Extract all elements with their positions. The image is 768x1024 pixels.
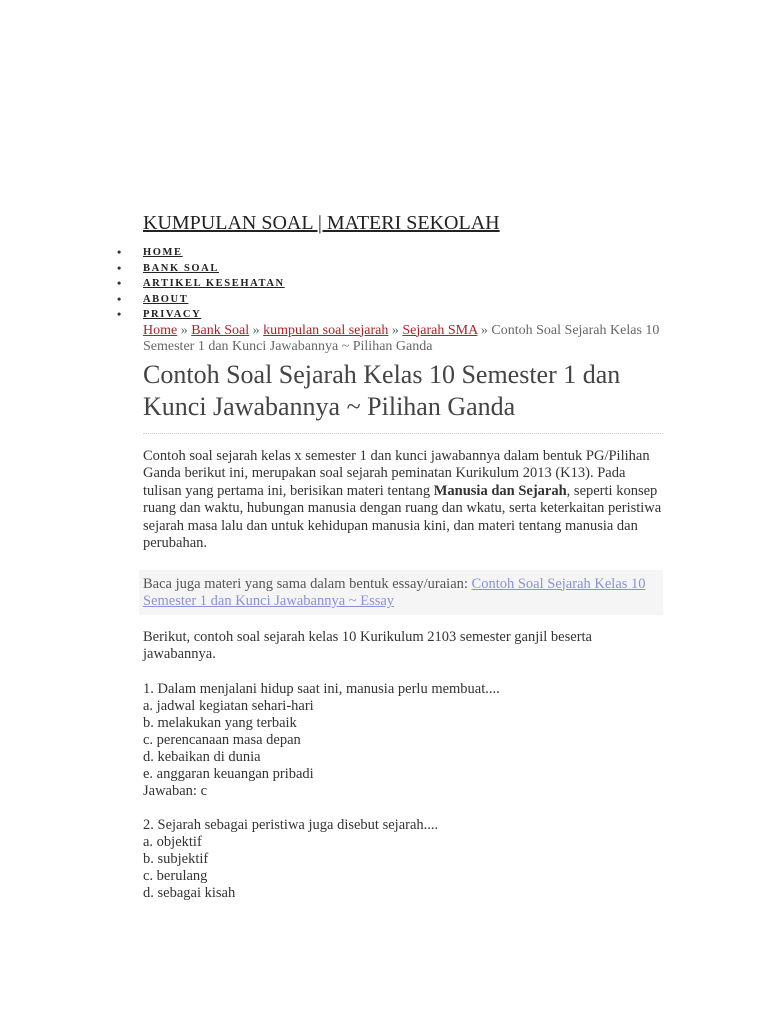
question-text: 2. Sejarah sebagai peristiwa juga disebut sejarah....	[143, 816, 439, 833]
answer-option: c. berulang	[143, 867, 208, 884]
intro-paragraph	[143, 448, 663, 553]
breadcrumb-sep: »	[177, 322, 192, 338]
answer-option: b. melakukan yang terbaik	[143, 714, 297, 731]
post-title: Contoh Soal Sejarah Kelas 10 Semester 1 dan Kunci Jawabannya ~ Pilihan Ganda	[143, 359, 621, 421]
intro-bold: Manusia dan Sejarah	[433, 482, 567, 499]
intro-text: , seperti konsep ruang dan waktu, hubungan manusia dengan ruang dan wkatu, serta keterkaitan peristiwa sejarah masa lalu dan untuk kehidupan manusia kini, dan materi tentang manusia dan perubahan.	[143, 482, 662, 551]
main-nav	[143, 245, 663, 323]
breadcrumb-sep: »	[249, 322, 264, 338]
question-text: 1. Dalam menjalani hidup saat ini, manusia perlu membuat....	[143, 680, 500, 697]
nav-link[interactable]: HOME	[143, 247, 183, 258]
answer-option: a. objektif	[143, 833, 202, 850]
breadcrumb-bank-soal[interactable]: Bank Soal	[191, 322, 250, 338]
breadcrumb-sejarah-sma[interactable]: Sejarah SMA	[402, 322, 478, 338]
read-also-text: Baca juga materi yang sama dalam bentuk essay/uraian:	[143, 575, 472, 592]
nav-item-privacy[interactable]	[143, 307, 663, 323]
breadcrumb-current: Contoh Soal Sejarah Kelas 10 Semester 1 dan Kunci Jawabannya ~ Pilihan Ganda	[143, 322, 660, 354]
answer-option: d. sebagai kisah	[143, 884, 236, 901]
nav-link[interactable]: ARTIKEL KESEHATAN	[143, 278, 285, 289]
answer-option: b. subjektif	[143, 850, 209, 867]
nav-item-artikel-kesehatan[interactable]	[143, 276, 663, 292]
read-also-link[interactable]: Contoh Soal Sejarah Kelas 10 Semester 1 dan Kunci Jawabannya ~ Essay	[143, 575, 646, 609]
breadcrumb-sep: »	[388, 322, 403, 338]
answer-option: a. jadwal kegiatan sehari-hari	[143, 697, 314, 714]
nav-item-home[interactable]	[143, 245, 663, 261]
breadcrumb	[143, 323, 663, 355]
question-list	[143, 681, 663, 902]
intro-text: Contoh soal sejarah kelas x semester 1 dan kunci jawabannya dalam bentuk PG/Pilihan Ganda berikut ini, merupakan soal sejarah peminatan Kurikulum 2013 (K13). Pada tulisan yang pertama ini, berisikan materi tentang	[143, 447, 650, 499]
nav-link[interactable]: PRIVACY	[143, 309, 202, 320]
question	[143, 817, 663, 902]
question	[143, 681, 663, 800]
nav-item-bank-soal[interactable]	[143, 261, 663, 277]
page-content	[143, 212, 663, 919]
nav-link[interactable]: ABOUT	[143, 293, 189, 305]
nav-link[interactable]: BANK SOAL	[143, 262, 219, 274]
answer-key: Jawaban: c	[143, 782, 208, 799]
breadcrumb-home[interactable]: Home	[143, 322, 178, 338]
breadcrumb-sep: »	[477, 322, 492, 338]
answer-option: c. perencanaan masa depan	[143, 731, 301, 748]
answer-option: d. kebaikan di dunia	[143, 748, 261, 765]
divider	[143, 433, 663, 434]
answer-option: e. anggaran keuangan pribadi	[143, 765, 314, 782]
lead-paragraph: Berikut, contoh soal sejarah kelas 10 Kurikulum 2103 semester ganjil beserta jawabannya.	[143, 628, 592, 662]
nav-item-about[interactable]	[143, 292, 663, 308]
read-also-box	[139, 570, 663, 615]
breadcrumb-kumpulan[interactable]: kumpulan soal sejarah	[263, 322, 389, 338]
site-title-link[interactable]: KUMPULAN SOAL | MATERI SEKOLAH	[143, 212, 500, 234]
